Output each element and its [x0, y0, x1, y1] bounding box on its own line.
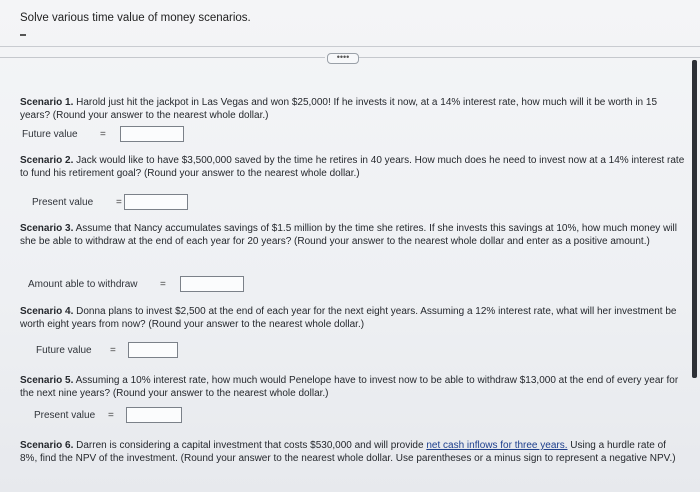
scrollbar[interactable] [692, 60, 697, 378]
scenario-label: Scenario 5. [20, 375, 74, 386]
scenario-text: Assuming a 10% interest rate, how much would Penelope have to invest now to be able to withdraw $13,000 at the end of every year for the next nine years? (Round your answer to the nearest whole dollar.) [20, 375, 679, 399]
divider-line-right [359, 57, 700, 58]
title-underline-mark [20, 34, 26, 36]
scenario-text: Jack would like to have $3,500,000 saved by the time he retires in 40 years. How much does he need to invest now at a 14% interest rate to fund his retirement goal? (Round your answer to the nearest whole dollar.) [20, 155, 685, 179]
scenario-3 [20, 222, 685, 248]
equals-sign: = [160, 279, 166, 290]
scenario-4 [20, 305, 685, 331]
header [0, 0, 700, 47]
scenario-label: Scenario 3. [20, 223, 74, 234]
answer-label: Future value [22, 129, 78, 140]
answer-label: Future value [36, 345, 92, 356]
answer-label: Present value [32, 197, 94, 208]
present-value-input[interactable] [124, 194, 188, 210]
scenario-5 [20, 374, 685, 400]
equals-sign: = [108, 410, 114, 421]
more-button[interactable]: •••• [327, 53, 359, 64]
scenario-text: Darren is considering a capital investment that costs $530,000 and will provide [73, 440, 427, 451]
scenario-label: Scenario 1. [20, 97, 74, 108]
scenario-label: Scenario 6. [20, 440, 74, 451]
present-value-input[interactable] [126, 407, 182, 423]
scenario-label: Scenario 4. [20, 306, 74, 317]
equals-sign: = [116, 197, 122, 208]
future-value-input[interactable] [120, 126, 184, 142]
scenario-text: Using a hurdle rate of 8%, find the NPV of the investment. (Round your answer to the nearest whole dollar. Use parentheses or a minus sign to represent a negative NPV.) [20, 440, 676, 464]
divider-line-left [0, 57, 325, 58]
divider [0, 53, 700, 63]
scenario-2 [20, 154, 685, 180]
scenario-6 [20, 439, 685, 465]
amount-withdraw-input[interactable] [180, 276, 244, 292]
scenario-label: Scenario 2. [20, 155, 74, 166]
scenario-text: Donna plans to invest $2,500 at the end of each year for the next eight years. Assuming a 12% interest rate, what will her investment be worth eight years from now? (Round your answer to the nearest whole dollar.) [20, 306, 677, 330]
answer-label: Present value [34, 410, 96, 421]
scenario-1 [20, 96, 685, 122]
scenario-text: Harold just hit the jackpot in Las Vegas and won $25,000! If he invests it now, at a 14% interest rate, how much will it be worth in 15 years? (Round your answer to the nearest whole dollar.) [20, 97, 658, 121]
answer-label: Amount able to withdraw [28, 279, 138, 290]
equals-sign: = [100, 129, 106, 140]
scenario-text: Assume that Nancy accumulates savings of $1.5 million by the time she retires. If she invests this savings at 10%, how much money will she be able to withdraw at the end of each year for 20 years? (Round your answer to the nearest whole dollar and enter as a positive amount.) [20, 223, 677, 247]
equals-sign: = [110, 345, 116, 356]
future-value-input[interactable] [128, 342, 178, 358]
page-title: Solve various time value of money scenarios. [20, 12, 251, 24]
net-cash-inflows-link[interactable]: net cash inflows for three years. [426, 440, 568, 451]
